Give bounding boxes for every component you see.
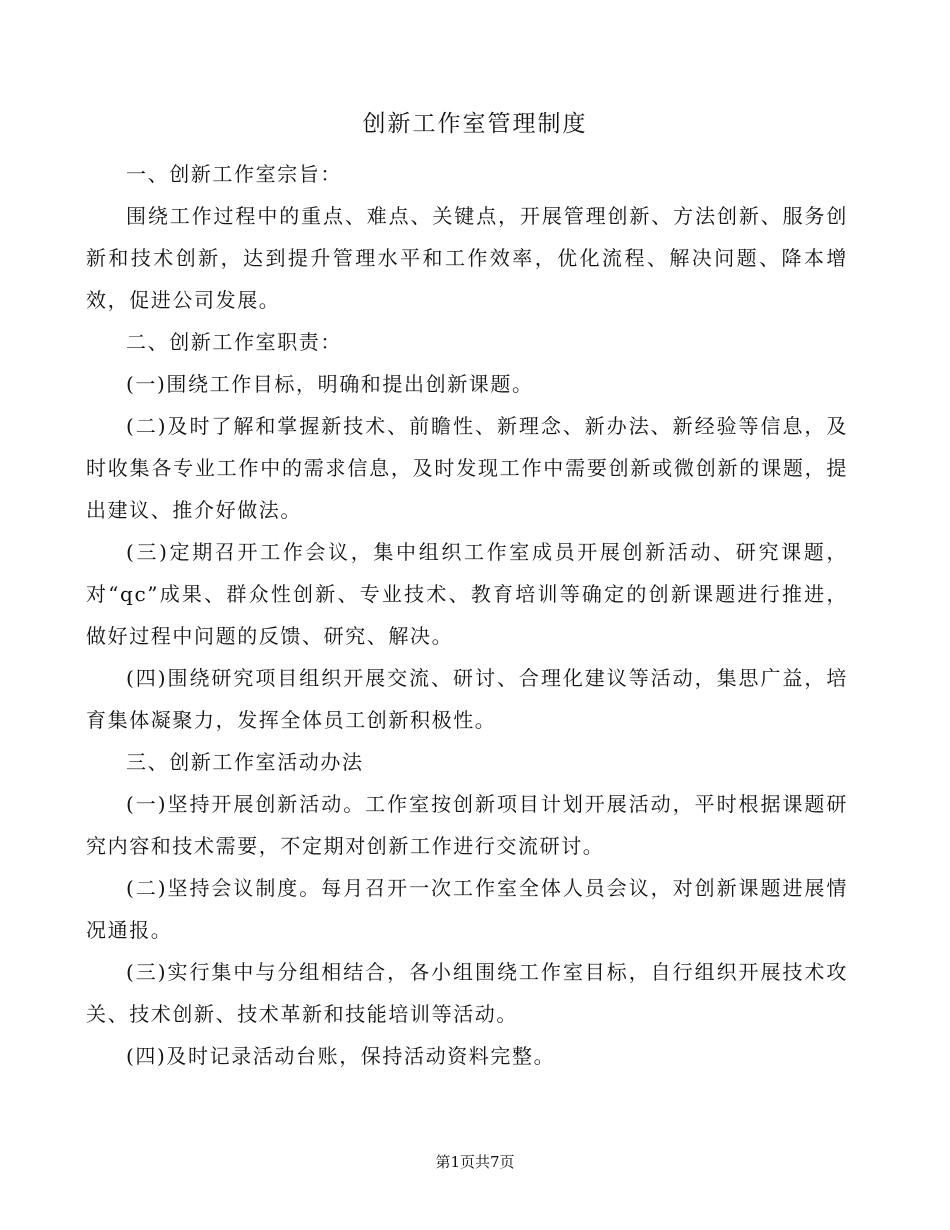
document-body <box>86 153 848 1077</box>
paragraph-duty-2: (二)及时了解和掌握新技术、前瞻性、新理念、新办法、新经验等信息，及时收集各专业工作中的需求信息，及时发现工作中需要创新或微创新的课题，提出建议、推介好做法。 <box>86 414 848 522</box>
paragraph-activity-4: (四)及时记录活动台账，保持活动资料完整。 <box>126 1044 556 1068</box>
section-heading-purpose: 一、创新工作室宗旨： <box>126 162 342 186</box>
paragraph-activity-2: (二)坚持会议制度。每月召开一次工作室全体人员会议，对创新课题进展情况通报。 <box>86 876 848 942</box>
paragraph-activity-3: (三)实行集中与分组相结合，各小组围绕工作室目标，自行组织开展技术攻关、技术创新、技术革新和技能培训等活动。 <box>86 960 848 1026</box>
paragraph-duty-3: (三)定期召开工作会议，集中组织工作室成员开展创新活动、研究课题，对“qc”成果、群众性创新、专业技术、教育培训等确定的创新课题进行推进，做好过程中问题的反馈、研究、解决。 <box>86 540 848 648</box>
paragraph-purpose: 围绕工作过程中的重点、难点、关键点，开展管理创新、方法创新、服务创新和技术创新，达到提升管理水平和工作效率，优化流程、解决问题、降本增效，促进公司发展。 <box>86 204 848 312</box>
page-number: 第1页共7页 <box>435 1153 515 1171</box>
paragraph-duty-1: (一)围绕工作目标，明确和提出创新课题。 <box>126 372 534 396</box>
section-heading-duties: 二、创新工作室职责： <box>126 330 342 354</box>
document-title: 创新工作室管理制度 <box>362 111 588 137</box>
paragraph-activity-1: (一)坚持开展创新活动。工作室按创新项目计划开展活动，平时根据课题研究内容和技术需要，不定期对创新工作进行交流研讨。 <box>86 792 848 858</box>
section-heading-activities: 三、创新工作室活动办法 <box>126 750 364 774</box>
paragraph-duty-4: (四)围绕研究项目组织开展交流、研讨、合理化建议等活动，集思广益，培育集体凝聚力，发挥全体员工创新积极性。 <box>86 666 848 732</box>
